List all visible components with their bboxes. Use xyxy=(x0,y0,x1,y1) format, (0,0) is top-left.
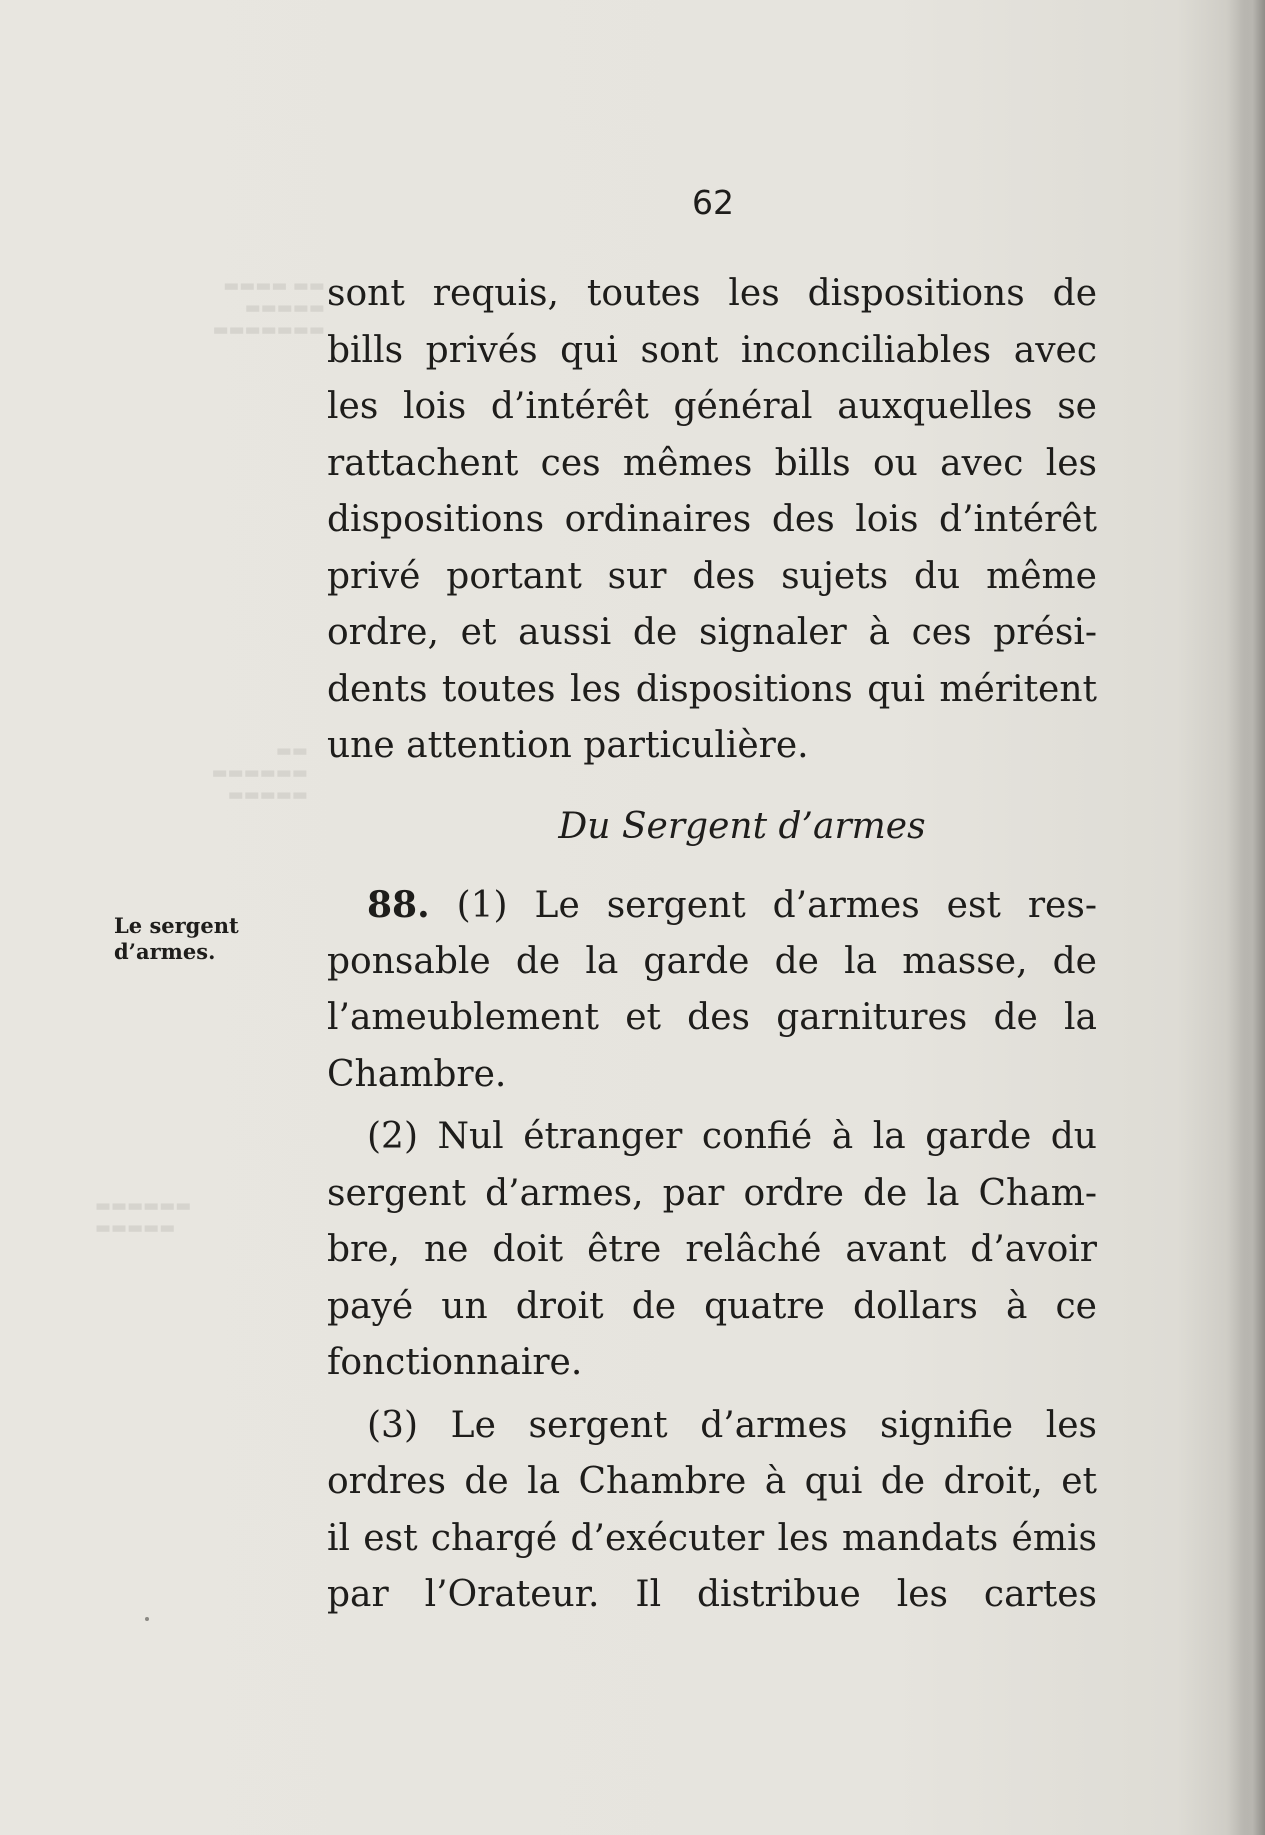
text-line: privé portant sur des sujets du même xyxy=(327,555,1097,597)
text-line: ordre, et aussi de signaler à ces prési- xyxy=(327,612,1097,653)
text-line: les lois d’intérêt général auxquelles se xyxy=(327,386,1097,427)
margin-note-line: d’armes. xyxy=(114,939,216,964)
text-line: bre, ne doit être relâché avant d’avoir xyxy=(327,1229,1097,1270)
section-heading: Du Sergent d’armes xyxy=(558,805,926,847)
text-line: sont requis, toutes les dispositions de xyxy=(327,273,1097,314)
text-line xyxy=(327,877,1097,934)
text-line: ponsable de la garde de la masse, de xyxy=(327,940,1097,982)
text-line: dispositions ordinaires des lois d’intérêt xyxy=(327,499,1097,540)
show-through-note: ▬▬ ▬▬▬▬▬▬ ▬▬▬▬▬ xyxy=(211,741,308,805)
page-edge-shadow xyxy=(1237,0,1265,1835)
text-line-rest: (1) Le sergent d’armes est res- xyxy=(456,885,1097,926)
page-number: 62 xyxy=(692,183,734,222)
body-text xyxy=(327,266,1097,1624)
show-through-note: ▬▬▬▬ ▬▬ ▬▬▬▬▬ ▬▬▬▬▬▬▬ xyxy=(212,276,325,340)
text-line: fonctionnaire. xyxy=(327,1342,583,1383)
text-line: sergent d’armes, par ordre de la Cham- xyxy=(327,1172,1097,1214)
show-through-note: ▬▬▬▬▬▬ ▬▬▬▬▬ xyxy=(95,1196,192,1238)
paragraph-88-1 xyxy=(327,877,1097,1103)
paper-speck xyxy=(145,1617,149,1621)
text-line: dents toutes les dispositions qui méritent xyxy=(327,668,1097,710)
text-line: Chambre. xyxy=(327,1053,507,1095)
text-line: par l’Orateur. Il distribue les cartes xyxy=(327,1574,1097,1615)
paragraph-88-2 xyxy=(327,1109,1097,1392)
margin-note-line: Le sergent xyxy=(114,913,239,938)
text-line: rattachent ces mêmes bills ou avec les xyxy=(327,442,1097,484)
text-line: une attention particulière. xyxy=(327,725,809,766)
text-line: ordres de la Chambre à qui de droit, et xyxy=(327,1461,1097,1502)
text-line: payé un droit de quatre dollars à ce xyxy=(327,1285,1097,1327)
margin-note xyxy=(114,913,239,965)
section-number: 88. xyxy=(367,884,430,926)
text-line: il est chargé d’exécuter les mandats émis xyxy=(327,1517,1097,1559)
text-line: bills privés qui sont inconciliables avec xyxy=(327,329,1097,371)
text-line: l’ameublement et des garnitures de la xyxy=(327,997,1097,1038)
text-line: (3) Le sergent d’armes signifie les xyxy=(367,1404,1097,1446)
paragraph-88-3 xyxy=(327,1398,1097,1624)
text-line: (2) Nul étranger confié à la garde du xyxy=(367,1116,1097,1157)
paragraph-intro xyxy=(327,266,1097,775)
